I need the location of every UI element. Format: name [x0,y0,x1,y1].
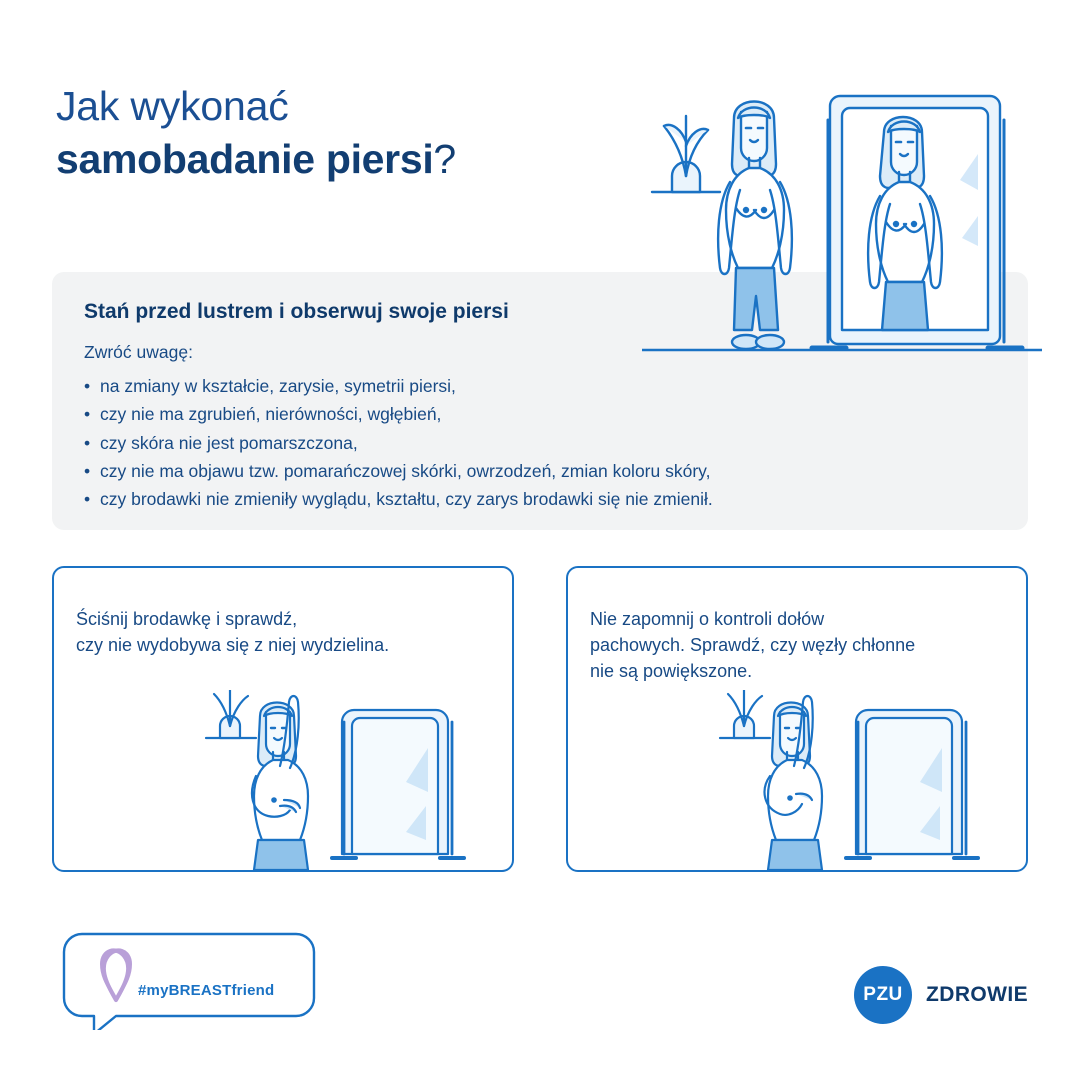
woman-figure [252,696,308,870]
pzu-logo [854,966,1028,1024]
list-item: • czy nie ma objawu tzw. pomarańczowej skórki, owrzodzeń, zmian koloru skóry, [84,457,894,485]
card-nipple-check [52,566,514,872]
list-item: • czy brodawki nie zmieniły wyglądu, kształtu, czy zarys brodawki się nie zmienił. [84,485,894,513]
title-line-1: Jak wykonać [56,83,289,129]
list-item: • czy skóra nie jest pomarszczona, [84,429,894,457]
woman-figure [765,696,822,870]
title-line-2 [56,134,456,184]
mirror-icon [332,710,464,858]
list-item: • na zmiany w kształcie, zarysie, symetrii piersi, [84,372,894,400]
pzu-mark-label: PZU [863,984,903,1005]
card-left-line-1: Ściśnij brodawkę i sprawdź, [76,609,298,629]
campaign-hashtag: #myBREASTfriend [138,982,275,999]
title-line-2-text: samobadanie piersi [56,136,434,183]
instructions-heading: Stań przed lustrem i obserwuj swoje piersi [84,300,509,323]
instructions-content [84,300,894,514]
illustration-armpit-check [568,690,1028,870]
plant-shelf-icon [206,690,256,738]
illustration-nipple-check [54,690,514,870]
page-title [56,82,456,184]
campaign-badge [60,930,320,1030]
card-right-line-3: nie są powiększone. [590,661,753,682]
title-question-mark: ? [433,136,456,183]
pzu-mark-icon [854,966,912,1024]
card-left-line-2: czy nie wydobywa się z niej wydzielina. [76,635,390,656]
plant-shelf-icon [652,116,720,192]
pzu-word-label: ZDROWIE [926,983,1028,1006]
card-armpit-check [566,566,1028,872]
plant-shelf-icon [720,690,770,738]
list-item: • czy nie ma zgrubień, nierówności, wgłębień, [84,400,894,428]
card-right-text [590,606,1010,684]
card-right-line-1: Nie zapomnij o kontroli dołów [590,609,825,629]
mirror-icon [846,710,978,858]
instructions-subheading: Zwróć uwagę: [84,342,193,362]
card-right-line-2: pachowych. Sprawdź, czy węzły chłonne [590,635,916,656]
card-left-text [76,606,496,658]
